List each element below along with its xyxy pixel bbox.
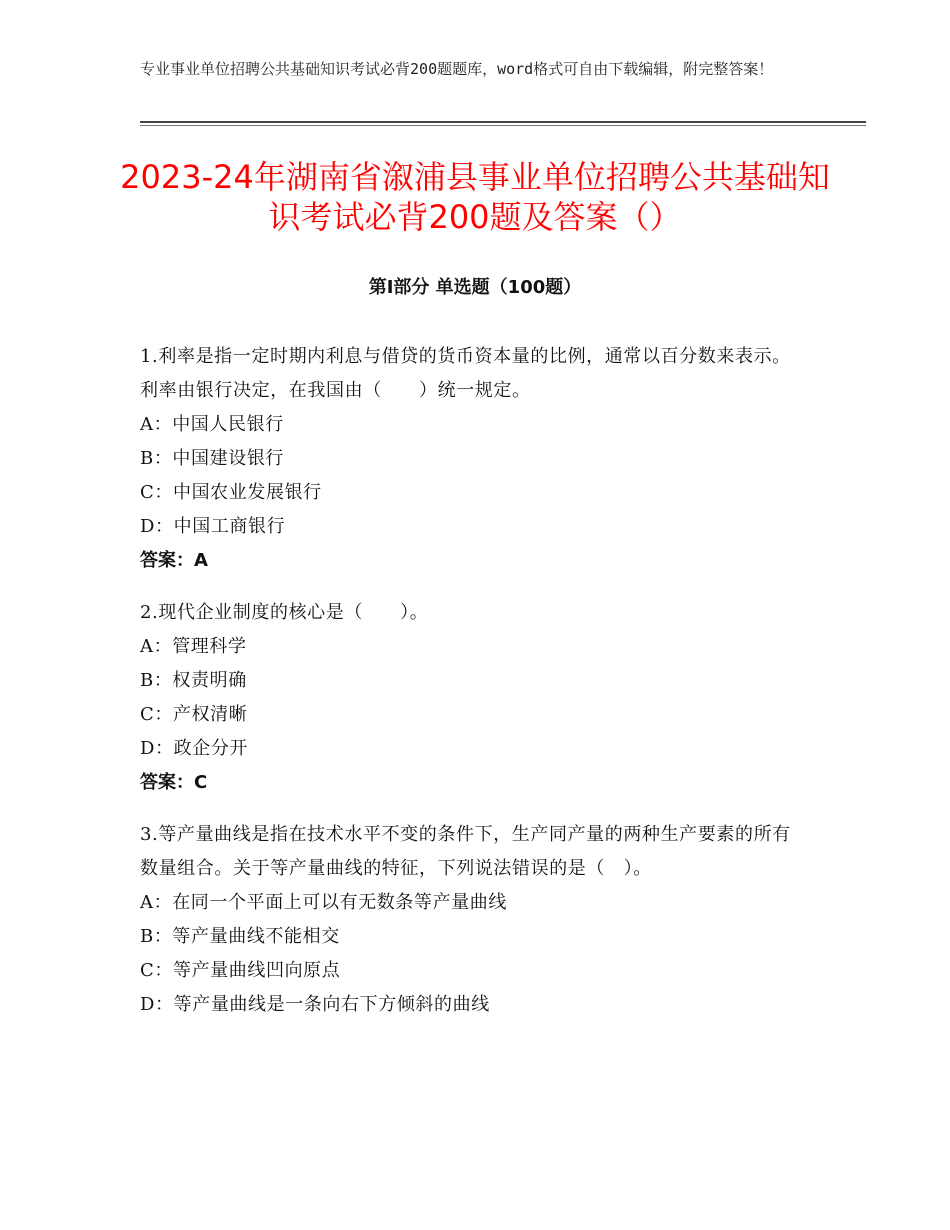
header-note: 专业事业单位招聘公共基础知识考试必背200题题库，word格式可自由下载编辑，附完整答案！ [140, 60, 774, 78]
question-stem: 2.现代企业制度的核心是（ ）。 [140, 602, 429, 623]
question-item [140, 340, 805, 578]
question-answer: 答案：C [140, 772, 208, 793]
header-divider-thick [140, 121, 866, 123]
answer-option: B：中国建设银行 [140, 448, 285, 469]
answer-option: A：管理科学 [140, 636, 247, 657]
answer-option: B：等产量曲线不能相交 [140, 926, 340, 947]
answer-option: A：在同一个平面上可以有无数条等产量曲线 [140, 892, 507, 913]
question-answer: 答案：A [140, 550, 208, 571]
answer-option: C：等产量曲线凹向原点 [140, 960, 341, 981]
section-heading: 第Ⅰ部分 单选题（100题） [368, 277, 582, 298]
answer-option: D：政企分开 [140, 738, 249, 759]
answer-option: C：中国农业发展银行 [140, 482, 322, 503]
answer-option: C：产权清晰 [140, 704, 248, 725]
question-stem: 1.利率是指一定时期内利息与借贷的货币资本量的比例，通常以百分数来表示。利率由银行决定，在我国由（ ）统一规定。 [140, 346, 791, 401]
header-divider-thin [140, 125, 866, 126]
question-item [140, 818, 805, 1022]
question-stem: 3.等产量曲线是指在技术水平不变的条件下，生产同产量的两种生产要素的所有数量组合。关于等产量曲线的特征，下列说法错误的是（ ）。 [140, 824, 791, 879]
answer-option: B：权责明确 [140, 670, 247, 691]
answer-option: A：中国人民银行 [140, 414, 284, 435]
document-title: 2023-24年湖南省溆浦县事业单位招聘公共基础知识考试必背200题及答案（） [120, 158, 830, 236]
answer-option: D：中国工商银行 [140, 516, 286, 537]
question-item [140, 596, 805, 800]
question-list [140, 340, 805, 1040]
answer-option: D：等产量曲线是一条向右下方倾斜的曲线 [140, 994, 490, 1015]
